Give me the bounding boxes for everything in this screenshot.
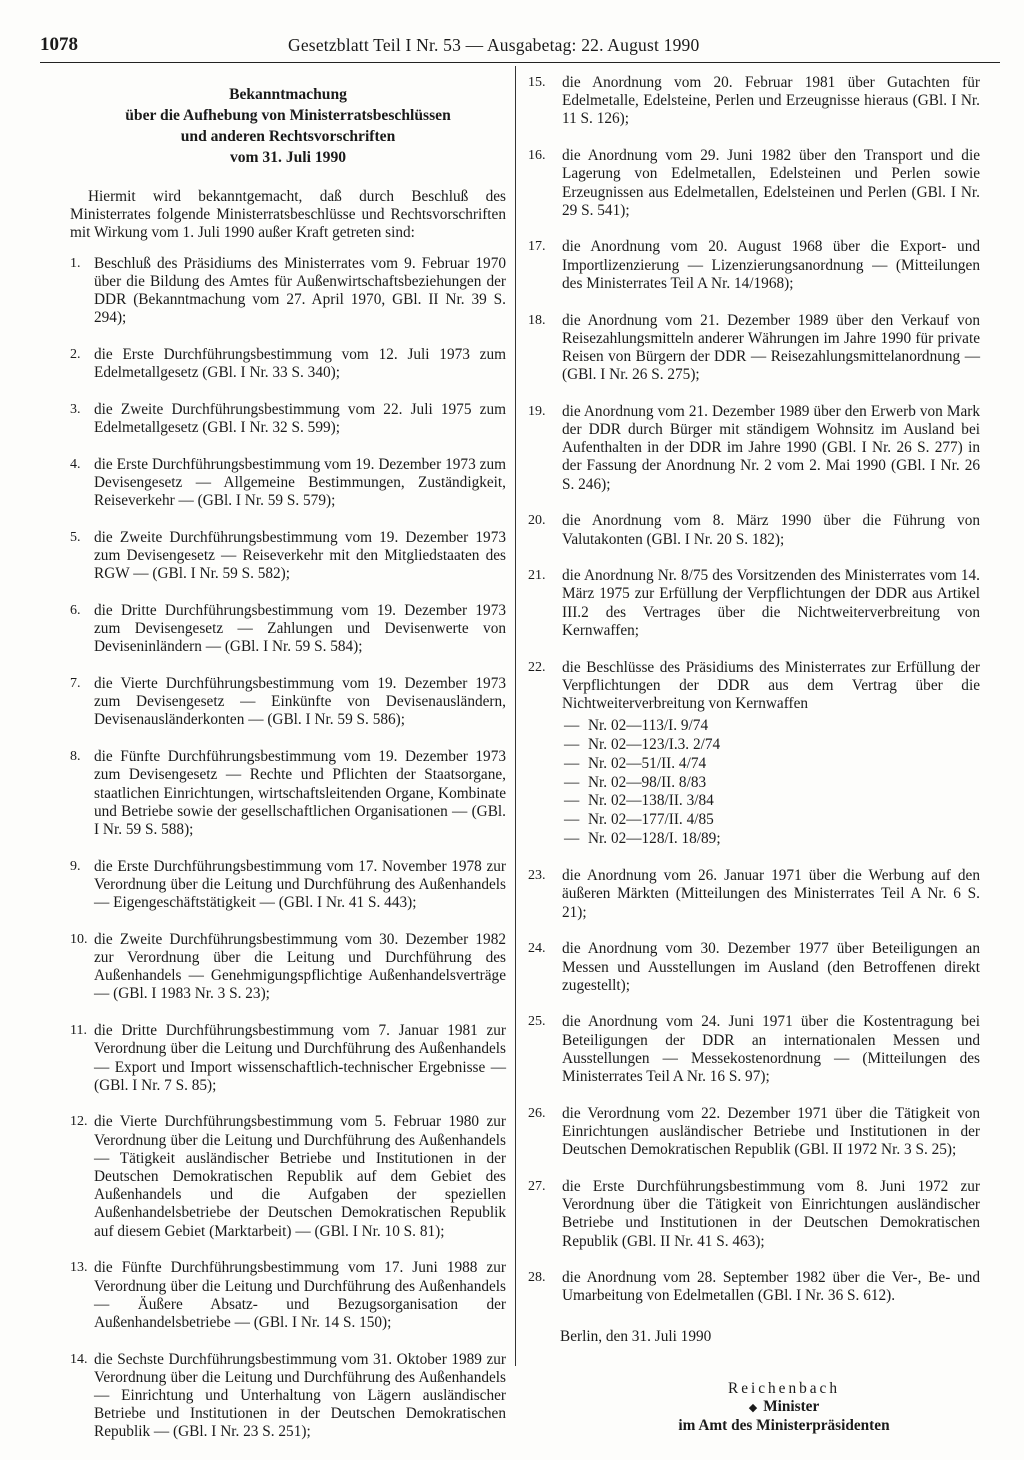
item-text: die Anordnung vom 21. Dezember 1989 über den Verkauf von Reisezahlungsmitteln anderer Währungen im Jahre 1990 für private Reisen von Bürgern der DDR — Reisezahlungsmittelanordnung — (GBl. I Nr. 26 S. 275); bbox=[562, 311, 980, 384]
resolution-item bbox=[564, 755, 980, 774]
resolution-number: Nr. 02—177/II. 4/85 bbox=[588, 811, 714, 829]
item-text: die Dritte Durchführungsbestimmung vom 19. Dezember 1973 zum Devisengesetz — Zahlungen und Devisenwerte von Deviseninländern — (GBl. I Nr. 59 S. 584); bbox=[94, 601, 506, 656]
list-item bbox=[528, 147, 980, 220]
signer-name: Reichenbach bbox=[728, 1379, 840, 1397]
item-number: 28. bbox=[528, 1270, 546, 1286]
item-text: die Zweite Durchführungsbestimmung vom 22. Juli 1975 zum Edelmetallgesetz (GBl. I Nr. 32 S. 599); bbox=[94, 400, 506, 437]
intro-paragraph: Hiermit wird bekanntgemacht, daß durch Beschluß des Ministerrates folgende Ministerratsbeschlüsse und Rechtsvorschriften mit Wirkung vom 1. Juli 1990 außer Kraft getreten sind: bbox=[70, 188, 506, 242]
item-number: 7. bbox=[70, 676, 81, 692]
title-line: Bekanntmachung bbox=[229, 86, 347, 103]
list-item bbox=[528, 403, 980, 494]
item-number: 2. bbox=[70, 346, 81, 362]
list-item bbox=[70, 529, 506, 584]
item-text: die Anordnung vom 30. Dezember 1977 über Beteiligungen an Messen und Ausstellungen im Ausland (den Betroffenen direkt zugestellt); bbox=[562, 940, 980, 994]
item-number: 4. bbox=[70, 456, 81, 472]
resolution-list bbox=[564, 717, 980, 849]
item-number: 27. bbox=[528, 1178, 546, 1194]
left-column bbox=[70, 74, 506, 1460]
list-item bbox=[70, 1022, 506, 1095]
announcement-title bbox=[70, 84, 506, 168]
resolution-number: Nr. 02—113/I. 9/74 bbox=[588, 717, 709, 735]
resolution-number: Nr. 02—51/II. 4/74 bbox=[588, 754, 707, 772]
item-number: 14. bbox=[70, 1351, 88, 1367]
item-text: die Anordnung vom 28. September 1982 über die Ver-, Be- und Umarbeitung von Edelmetallen (GBl. I Nr. 36 S. 612). bbox=[562, 1269, 980, 1305]
item-text: die Zweite Durchführungsbestimmung vom 30. Dezember 1982 zur Verordnung über die Leitung und Durchführung des Außenhandels — Genehmigungspflichtige Außenhandelsverträge — (GBl. I 1983 Nr. 3 S. 23); bbox=[94, 930, 506, 1003]
role-line: Minister bbox=[763, 1398, 820, 1416]
item-number: 21. bbox=[528, 568, 546, 584]
item-text: die Erste Durchführungsbestimmung vom 12. Juli 1973 zum Edelmetallgesetz (GBl. I Nr. 33 S. 340); bbox=[94, 345, 506, 382]
right-column bbox=[528, 74, 980, 1435]
item-number: 11. bbox=[70, 1023, 87, 1039]
item-number: 10. bbox=[70, 931, 88, 947]
item-number: 13. bbox=[70, 1260, 88, 1276]
item-number: 5. bbox=[70, 529, 81, 545]
resolution-number: Nr. 02—98/II. 8/83 bbox=[588, 773, 707, 791]
item-text: die Erste Durchführungsbestimmung vom 19. Dezember 1973 zum Devisengesetz — Allgemeine Bestimmungen, Zuständigkeit, Reiseverkehr — (GBl. I Nr. 59 S. 579); bbox=[94, 455, 506, 510]
resolution-item bbox=[564, 792, 980, 811]
item-number: 6. bbox=[70, 602, 81, 618]
list-item bbox=[70, 748, 506, 839]
list-item bbox=[528, 867, 980, 922]
dash-marker: — bbox=[564, 811, 580, 829]
list-item bbox=[70, 1113, 506, 1240]
list-item bbox=[528, 1013, 980, 1086]
list-item bbox=[528, 238, 980, 293]
list-item bbox=[70, 1259, 506, 1332]
resolution-item bbox=[564, 830, 980, 849]
dash-marker: — bbox=[564, 717, 580, 735]
item-text: die Anordnung vom 20. August 1968 über die Export- und Importlizenzierung — Lizenzierungsanordnung — (Mitteilungen des Ministerrates Teil A Nr. 14/1968); bbox=[562, 238, 980, 292]
diamond-icon: ◆ bbox=[748, 1402, 758, 1415]
running-title: Gesetzblatt Teil I Nr. 53 — Ausgabetag: 22. August 1990 bbox=[288, 35, 700, 55]
dash-marker: — bbox=[564, 754, 580, 772]
list-item bbox=[528, 1105, 980, 1160]
item-number: 19. bbox=[528, 403, 546, 419]
resolution-item bbox=[564, 774, 980, 793]
item-text: die Fünfte Durchführungsbestimmung vom 19. Dezember 1973 zum Devisengesetz — Rechte und Pflichten der Staatsorgane, staatlichen Einrichtungen, wirtschaftsleitenden Organe, Kombinate und Betriebe sowie der gesellschaftlichen Organisationen — (GBl. I Nr. 59 S. 588); bbox=[94, 748, 506, 838]
item-text: die Erste Durchführungsbestimmung vom 17. November 1978 zur Verordnung über die Leitung und Durchführung des Außenhandels — Eigengeschäftstätigkeit — (GBl. I Nr. 41 S. 443); bbox=[94, 857, 506, 912]
title-line: und anderen Rechtsvorschriften bbox=[180, 128, 396, 145]
resolution-item bbox=[564, 736, 980, 755]
list-item bbox=[70, 602, 506, 657]
item-text: die Beschlüsse des Präsidiums des Ministerrates zur Erfüllung der Verpflichtungen der DDR aus dem Vertrag über die Nichtweiterverbreitung von Kernwaffen bbox=[562, 658, 980, 712]
list-item bbox=[528, 1269, 980, 1305]
resolution-item bbox=[564, 717, 980, 736]
item-text: die Vierte Durchführungsbestimmung vom 19. Dezember 1973 zum Devisengesetz — Einkünfte von Devisenausländern, Devisenausländerkonten — (GBl. I Nr. 59 S. 586); bbox=[94, 675, 506, 729]
list-item bbox=[70, 675, 506, 730]
page-number: 1078 bbox=[40, 34, 78, 55]
list-item bbox=[528, 512, 980, 548]
item-text: Beschluß des Präsidiums des Ministerrates vom 9. Februar 1970 über die Bildung des Amtes für Außenwirtschaftsbeziehungen der DDR (Bekanntmachung vom 27. April 1970, GBl. II Nr. 39 S. 294); bbox=[94, 254, 506, 327]
item-number: 3. bbox=[70, 401, 81, 417]
resolution-number: Nr. 02—138/II. 3/84 bbox=[588, 792, 714, 810]
item-text: die Anordnung vom 21. Dezember 1989 über den Erwerb von Mark der DDR durch Bürger mit ständigem Wohnsitz im Ausland bei Aufenthalten in der DDR im Jahre 1990 (GBl. I Nr. 26 S. 277) in der Fassung der Anordnung Nr. 2 vom 2. Mai 1990 (GBl. I Nr. 26 S. 246); bbox=[562, 402, 980, 493]
list-item bbox=[70, 858, 506, 913]
item-list-left bbox=[70, 255, 506, 1442]
signer-role-line2: im Amt des Ministerpräsidenten bbox=[678, 1417, 890, 1435]
column-divider bbox=[515, 66, 516, 1366]
place-date: Berlin, den 31. Juli 1990 bbox=[560, 1327, 712, 1345]
item-text: die Zweite Durchführungsbestimmung vom 19. Dezember 1973 zum Devisengesetz — Reiseverkehr mit den Mitgliedstaaten des RGW — (GBl. I Nr. 59 S. 582); bbox=[94, 528, 506, 583]
item-text: die Sechste Durchführungsbestimmung vom 31. Oktober 1989 zur Verordnung über die Leitung und Durchführung des Außenhandels — Einrichtung und Unterhaltung von Lägern ausländischer Betriebe und Institutionen in der Deutschen Demokratischen Republik — (GBl. I Nr. 23 S. 251); bbox=[94, 1350, 506, 1441]
list-item bbox=[528, 659, 980, 849]
item-number: 16. bbox=[528, 148, 546, 164]
item-text: die Anordnung vom 29. Juni 1982 über den Transport und die Lagerung von Edelmetallen, Edelsteinen und Perlen sowie Erzeugnissen aus Edelmetallen, Edelsteinen und Perlen (GBl. I Nr. 29 S. 541); bbox=[562, 147, 980, 219]
title-date: vom 31. Juli 1990 bbox=[229, 149, 347, 166]
item-number: 8. bbox=[70, 749, 81, 765]
item-number: 12. bbox=[70, 1114, 88, 1130]
item-number: 22. bbox=[528, 659, 546, 675]
item-number: 18. bbox=[528, 312, 546, 328]
list-item bbox=[70, 346, 506, 382]
dash-marker: — bbox=[564, 829, 580, 847]
dash-marker: — bbox=[564, 773, 580, 791]
page-header bbox=[40, 34, 1000, 63]
resolution-item bbox=[564, 811, 980, 830]
item-number: 17. bbox=[528, 239, 546, 255]
list-item bbox=[70, 255, 506, 328]
item-text: die Anordnung vom 24. Juni 1971 über die Kostentragung bei Beteiligungen der DDR an internationalen Messen und Ausstellungen — Messekostenordnung — (Mitteilungen des Ministerrates Teil A Nr. 16 S. 97); bbox=[562, 1013, 980, 1086]
list-item bbox=[70, 401, 506, 437]
list-item bbox=[70, 456, 506, 511]
item-number: 24. bbox=[528, 941, 546, 957]
list-item bbox=[528, 312, 980, 385]
signer-role bbox=[528, 1398, 980, 1417]
list-item bbox=[70, 931, 506, 1004]
list-item bbox=[528, 567, 980, 640]
item-number: 1. bbox=[70, 255, 81, 271]
item-text: die Vierte Durchführungsbestimmung vom 5. Februar 1980 zur Verordnung über die Leitung und Durchführung des Außenhandels — Tätigkeit ausländischer Betriebe und Institutionen in der Deutschen Demokratischen Republik auf dem Gebiet des Außenhandels und die Aufgaben der speziellen Außenhandelsbetriebe der Deutschen Demokratischen Republik auf diesem Gebiet (Marktarbeit) — (GBl. I Nr. 10 S. 81); bbox=[94, 1113, 506, 1240]
item-number: 9. bbox=[70, 858, 81, 874]
list-item bbox=[528, 940, 980, 995]
dash-marker: — bbox=[564, 735, 580, 753]
item-number: 26. bbox=[528, 1105, 546, 1121]
item-text: die Dritte Durchführungsbestimmung vom 7. Januar 1981 zur Verordnung über die Leitung und Durchführung des Außenhandels — Export und Import wissenschaftlich-technischer Ergebnisse — (GBl. I Nr. 7 S. 85); bbox=[94, 1022, 506, 1094]
item-text: die Erste Durchführungsbestimmung vom 8. Juni 1972 zur Verordnung über die Tätigkeit von Einrichtungen ausländischer Betriebe und Institutionen in der Deutschen Demokratischen Republik (GBl. II Nr. 41 S. 463); bbox=[562, 1177, 980, 1250]
item-text: die Verordnung vom 22. Dezember 1971 über die Tätigkeit von Einrichtungen ausländischer Betriebe und Institutionen in der Deutschen Demokratischen Republik (GBl. II 1972 Nr. 3 S. 25); bbox=[562, 1104, 980, 1159]
item-text: die Anordnung vom 26. Januar 1971 über die Werbung auf den äußeren Märkten (Mitteilungen des Ministerrates Teil A Nr. 6 S. 21); bbox=[562, 867, 980, 921]
list-item bbox=[528, 1178, 980, 1251]
item-number: 23. bbox=[528, 868, 546, 884]
item-number: 25. bbox=[528, 1014, 546, 1030]
item-text: die Anordnung Nr. 8/75 des Vorsitzenden des Ministerrates vom 14. März 1975 zur Erfüllung der Verpflichtungen der DDR aus Artikel III.2 des Vertrages über die Nichtweiterverbreitung von Kernwaffen; bbox=[562, 567, 980, 639]
dash-marker: — bbox=[564, 792, 580, 810]
item-list-right bbox=[528, 74, 980, 1306]
item-text: die Anordnung vom 20. Februar 1981 über Gutachten für Edelmetalle, Edelsteine, Perlen und Erzeugnisse hieraus (GBl. I Nr. 11 S. 126); bbox=[562, 74, 980, 128]
resolution-number: Nr. 02—123/I.3. 2/74 bbox=[588, 735, 721, 753]
resolution-number: Nr. 02—128/I. 18/89; bbox=[588, 829, 721, 847]
title-line: über die Aufhebung von Ministerratsbeschlüssen bbox=[125, 107, 451, 124]
item-text: die Fünfte Durchführungsbestimmung vom 17. Juni 1988 zur Verordnung über die Leitung und Durchführung des Außenhandels — Äußere Absatz- und Bezugsorganisation der Außenhandelsbetriebe — (GBl. I Nr. 14 S. 150); bbox=[94, 1259, 506, 1331]
item-number: 15. bbox=[528, 75, 546, 90]
item-number: 20. bbox=[528, 513, 546, 529]
list-item bbox=[70, 1351, 506, 1442]
list-item bbox=[528, 74, 980, 129]
item-text: die Anordnung vom 8. März 1990 über die Führung von Valutakonten (GBl. I Nr. 20 S. 182); bbox=[562, 512, 980, 548]
